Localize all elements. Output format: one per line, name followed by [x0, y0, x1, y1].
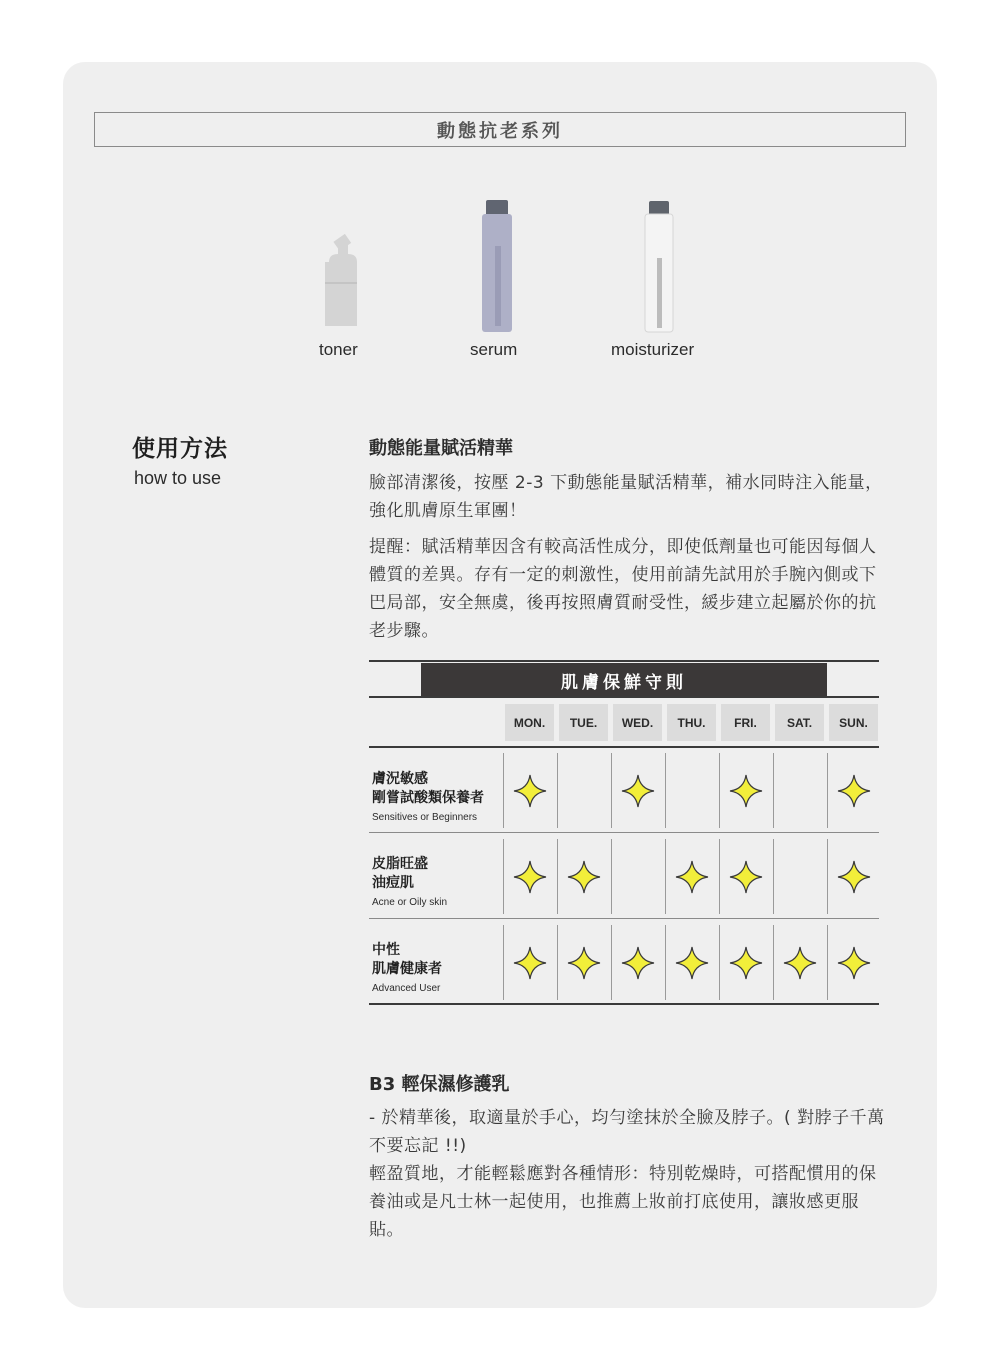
moisturizer-bottle-icon — [643, 198, 675, 334]
schedule-title: 肌膚保鮮守則 — [421, 663, 827, 697]
serum-paragraph-1: 臉部清潔後，按壓 2-3 下動態能量賦活精華，補水同時注入能量，強化肌膚原生軍團！ — [369, 473, 883, 521]
column-divider — [773, 925, 774, 1000]
star-icon — [621, 946, 655, 980]
row-divider — [369, 832, 879, 833]
serum-paragraph-2: 提醒：賦活精華因含有較高活性成分，即使低劑量也可能因每個人體質的差異。存有一定的刺激性，使用前請先試用於手腕內側或下巴局部，安全無虞，後再按照膚質耐受性，緩步建立起屬於你的抗老步驟。 — [369, 537, 877, 641]
how-to-use-subtitle: how to use — [134, 468, 222, 488]
table-top-rule — [369, 660, 879, 662]
moisturizer-section-title: B3 輕保濕修護乳 — [369, 1074, 510, 1095]
star-icon — [837, 946, 871, 980]
star-icon — [621, 774, 655, 808]
row-label-en: Acne or Oily skin — [372, 897, 448, 908]
column-divider — [827, 925, 828, 1000]
column-divider — [503, 925, 504, 1000]
column-divider — [503, 839, 504, 914]
star-icon — [783, 946, 817, 980]
day-header-tue: TUE. — [559, 704, 608, 741]
star-icon — [513, 860, 547, 894]
star-icon — [837, 774, 871, 808]
column-divider — [665, 925, 666, 1000]
product-label-moisturizer: moisturizer — [611, 340, 695, 359]
day-header-mon: MON. — [505, 704, 554, 741]
row-label-en: Sensitives or Beginners — [372, 812, 478, 823]
row-label-sensitive — [372, 770, 484, 823]
column-divider — [665, 839, 666, 914]
column-divider — [773, 753, 774, 828]
table-bottom-rule — [369, 1003, 879, 1005]
column-divider — [719, 925, 720, 1000]
column-divider — [503, 753, 504, 828]
row-label-zh: 油痘肌 — [372, 875, 414, 891]
toner-bottle-icon — [318, 232, 366, 328]
how-to-use-title: 使用方法 — [132, 436, 228, 462]
serum-section-title: 動態能量賦活精華 — [369, 438, 513, 459]
column-divider — [611, 839, 612, 914]
row-label-en: Advanced User — [372, 983, 441, 994]
series-title: 動態抗老系列 — [437, 120, 563, 142]
column-divider — [827, 839, 828, 914]
row-divider — [369, 918, 879, 919]
star-icon — [567, 946, 601, 980]
column-divider — [719, 753, 720, 828]
star-icon — [729, 860, 763, 894]
series-title-box — [94, 112, 906, 147]
row-label-zh: 肌膚健康者 — [372, 961, 442, 977]
column-divider — [557, 839, 558, 914]
column-divider — [611, 925, 612, 1000]
moisturizer-paragraph-2: 輕盈質地，才能輕鬆應對各種情形：特別乾燥時，可搭配慣用的保養油或是凡士林一起使用，也推薦上妝前打底使用，讓妝感更服貼。 — [369, 1164, 877, 1240]
row-label-zh: 中性 — [372, 942, 400, 958]
column-divider — [719, 839, 720, 914]
day-header-sun: SUN. — [829, 704, 878, 741]
table-header-rule — [369, 696, 879, 698]
moisturizer-paragraph-1: - 於精華後，取適量於手心，均勻塗抹於全臉及脖子。( 對脖子千萬不要忘記 !!) — [369, 1108, 885, 1156]
column-divider — [665, 753, 666, 828]
product-label-toner: toner — [319, 340, 358, 359]
table-body-top-rule — [369, 746, 879, 748]
day-header-wed: WED. — [613, 704, 662, 741]
serum-bottle-icon — [479, 196, 515, 334]
day-header-fri: FRI. — [721, 704, 770, 741]
star-icon — [729, 946, 763, 980]
column-divider — [557, 753, 558, 828]
row-label-zh: 剛嘗試酸類保養者 — [372, 790, 484, 806]
row-label-advanced — [372, 941, 442, 994]
column-divider — [557, 925, 558, 1000]
star-icon — [513, 774, 547, 808]
day-header-sat: SAT. — [775, 704, 824, 741]
star-icon — [729, 774, 763, 808]
column-divider — [827, 753, 828, 828]
row-label-oily — [372, 855, 447, 908]
row-label-zh: 皮脂旺盛 — [372, 856, 428, 872]
product-label-serum: serum — [470, 340, 518, 359]
day-header-thu: THU. — [667, 704, 716, 741]
star-icon — [675, 860, 709, 894]
star-icon — [513, 946, 547, 980]
column-divider — [611, 753, 612, 828]
column-divider — [773, 839, 774, 914]
star-icon — [837, 860, 871, 894]
star-icon — [675, 946, 709, 980]
star-icon — [567, 860, 601, 894]
row-label-zh: 膚況敏感 — [372, 771, 428, 787]
